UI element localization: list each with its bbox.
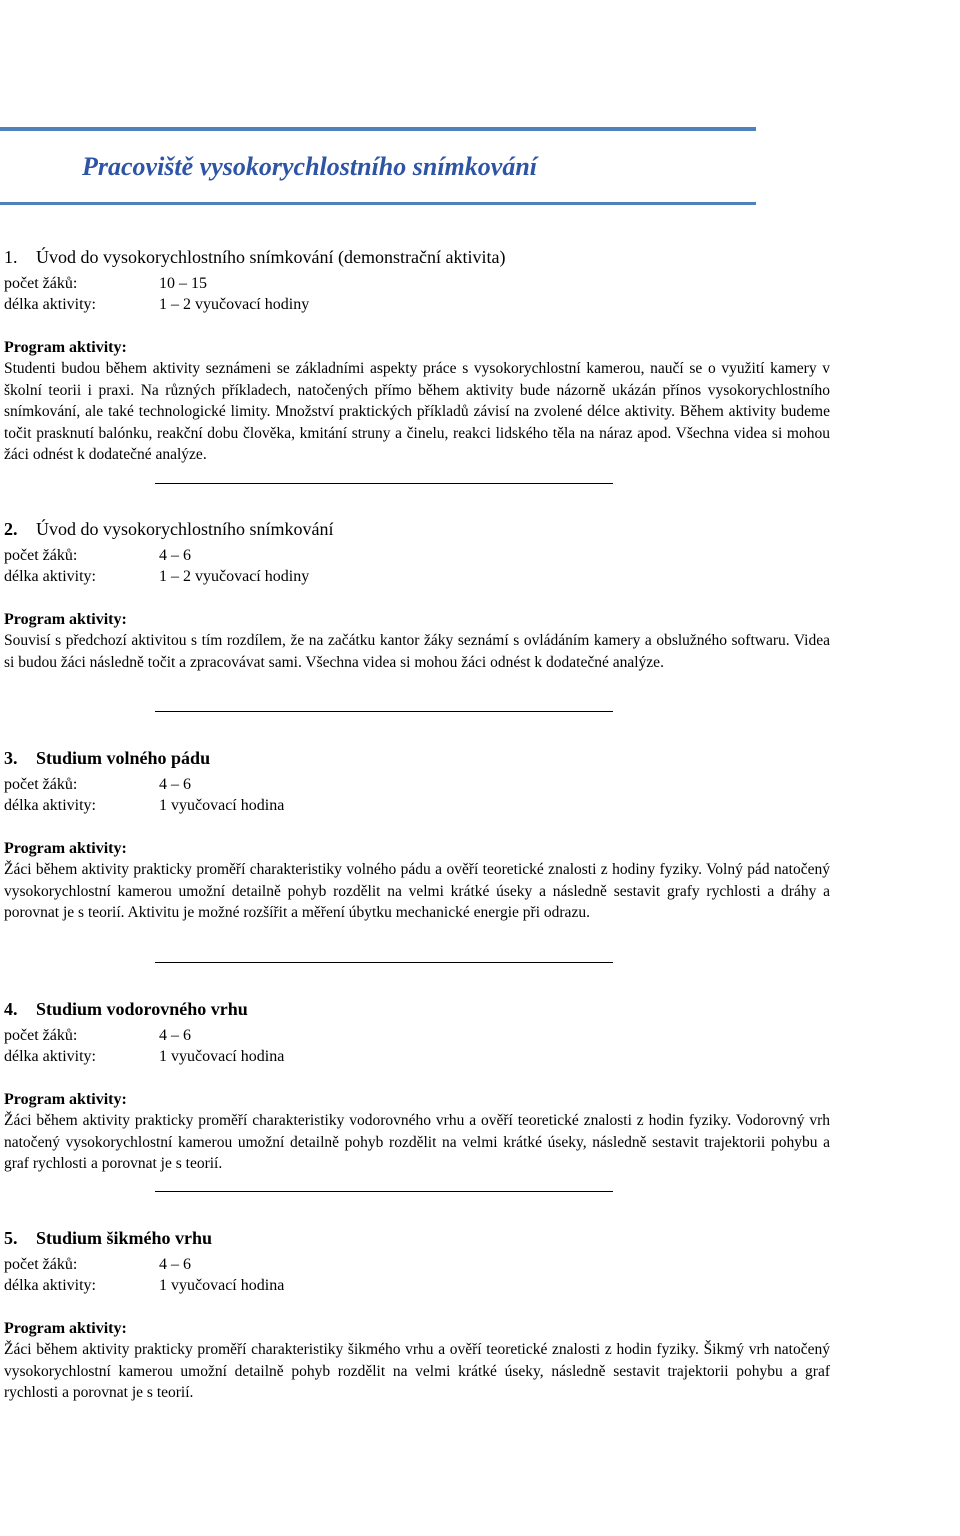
section-title: Studium vodorovného vrhu	[36, 999, 248, 1019]
pupils-label: počet žáků:	[4, 776, 78, 793]
program-text: Žáci během aktivity prakticky proměří charakteristiky vodorovného vrhu a ověří teoretické znalosti z hodin fyziky. Vodorovný vrh natočený vysokorychlostní kamerou umožní detailně pohyb rozdělit na velmi krátké úseky, následně sestavit trajektorii pohybu a graf rychlosti a porovnat je s teorií.	[4, 1112, 830, 1172]
program-label: Program aktivity:	[4, 1320, 127, 1337]
activity-section-4	[4, 997, 830, 1175]
program-text: Souvisí s předchozí aktivitou s tím rozdílem, že na začátku kantor žáky seznámí s ovládáním kamery a obslužného softwaru. Videa si budou žáci následně točit a zpracovávat sami. Všechna videa si mohou žáci odnést k dodatečné analýze.	[4, 632, 830, 671]
section-heading	[4, 746, 830, 770]
pupils-label: počet žáků:	[4, 1256, 78, 1273]
duration-row	[4, 1275, 830, 1296]
activity-section-2	[4, 517, 830, 673]
duration-label: délka aktivity:	[4, 1048, 96, 1065]
activity-section-5	[4, 1226, 830, 1404]
section-separator	[155, 962, 613, 963]
duration-value: 1 – 2 vyučovací hodiny	[159, 568, 310, 585]
duration-label: délka aktivity:	[4, 296, 96, 313]
section-separator	[155, 483, 613, 484]
section-number: 3.	[4, 748, 18, 768]
pupils-value: 10 – 15	[159, 275, 207, 292]
section-heading	[4, 517, 830, 541]
duration-row	[4, 294, 830, 315]
program-text: Žáci během aktivity prakticky proměří charakteristiky volného pádu a ověří teoretické znalosti z hodiny fyziky. Volný pád natočený vysokorychlostní kamerou umožní detailně pohyb rozdělit na velmi krátké úseky a následně sestavit grafy rychlosti a dráhy a porovnat je s teorií. Aktivitu je možné rozšířit a měření úbytku mechanické energie při odrazu.	[4, 861, 830, 921]
program-label: Program aktivity:	[4, 611, 127, 628]
section-number: 2.	[4, 519, 18, 539]
section-heading	[4, 245, 830, 269]
pupils-value: 4 – 6	[159, 547, 191, 564]
pupils-row	[4, 545, 830, 566]
section-number: 1.	[4, 247, 18, 267]
section-title: Úvod do vysokorychlostního snímkování (demonstrační aktivita)	[36, 247, 506, 267]
program-label: Program aktivity:	[4, 339, 127, 356]
duration-value: 1 vyučovací hodina	[159, 1277, 285, 1294]
pupils-row	[4, 1254, 830, 1275]
section-heading	[4, 997, 830, 1021]
section-title: Úvod do vysokorychlostního snímkování	[36, 519, 334, 539]
section-title: Studium volného pádu	[36, 748, 211, 768]
activity-section-3	[4, 746, 830, 924]
program-label: Program aktivity:	[4, 840, 127, 857]
section-title: Studium šikmého vrhu	[36, 1228, 213, 1248]
pupils-label: počet žáků:	[4, 275, 78, 292]
program-text: Studenti budou během aktivity seznámeni se základními aspekty práce s vysokorychlostní kamerou, naučí se o využití kamery v školní teorii i praxi. Na různých příkladech, natočených přímo během aktivity bude názorně ukázán přínos vysokorychlostního snímkování, ale také technologické limity. Množství praktických příkladů závisí na zvolené délce aktivity. Během aktivity budeme točit prasknutí balónku, reakční dobu člověka, kmitání struny a činelu, reakci lidského těla na náraz apod. Všechna videa si mohou žáci odnést k dodatečné analýze.	[4, 360, 830, 463]
title-rule-top	[0, 127, 756, 131]
pupils-row	[4, 273, 830, 294]
duration-label: délka aktivity:	[4, 568, 96, 585]
duration-value: 1 vyučovací hodina	[159, 797, 285, 814]
duration-row	[4, 795, 830, 816]
section-number: 5.	[4, 1228, 18, 1248]
duration-value: 1 – 2 vyučovací hodiny	[159, 296, 310, 313]
program-text: Žáci během aktivity prakticky proměří charakteristiky šikmého vrhu a ověří teoretické znalosti z hodin fyziky. Šikmý vrh natočený vysokorychlostní kamerou umožní detailně pohyb rozdělit na velmi krátké úseky, následně sestavit trajektorii pohybu a graf rychlosti a porovnat je s teorií.	[4, 1341, 830, 1401]
duration-row	[4, 566, 830, 587]
duration-label: délka aktivity:	[4, 1277, 96, 1294]
pupils-label: počet žáků:	[4, 547, 78, 564]
section-heading	[4, 1226, 830, 1250]
duration-value: 1 vyučovací hodina	[159, 1048, 285, 1065]
title-rule-bottom	[0, 202, 756, 205]
pupils-row	[4, 774, 830, 795]
section-number: 4.	[4, 999, 18, 1019]
activity-section-1	[4, 245, 830, 466]
duration-row	[4, 1046, 830, 1067]
document-title: Pracoviště vysokorychlostního snímkování	[82, 152, 537, 181]
program-label: Program aktivity:	[4, 1091, 127, 1108]
pupils-row	[4, 1025, 830, 1046]
pupils-value: 4 – 6	[159, 1027, 191, 1044]
pupils-value: 4 – 6	[159, 776, 191, 793]
duration-label: délka aktivity:	[4, 797, 96, 814]
section-separator	[155, 1191, 613, 1192]
pupils-label: počet žáků:	[4, 1027, 78, 1044]
pupils-value: 4 – 6	[159, 1256, 191, 1273]
section-separator	[155, 711, 613, 712]
